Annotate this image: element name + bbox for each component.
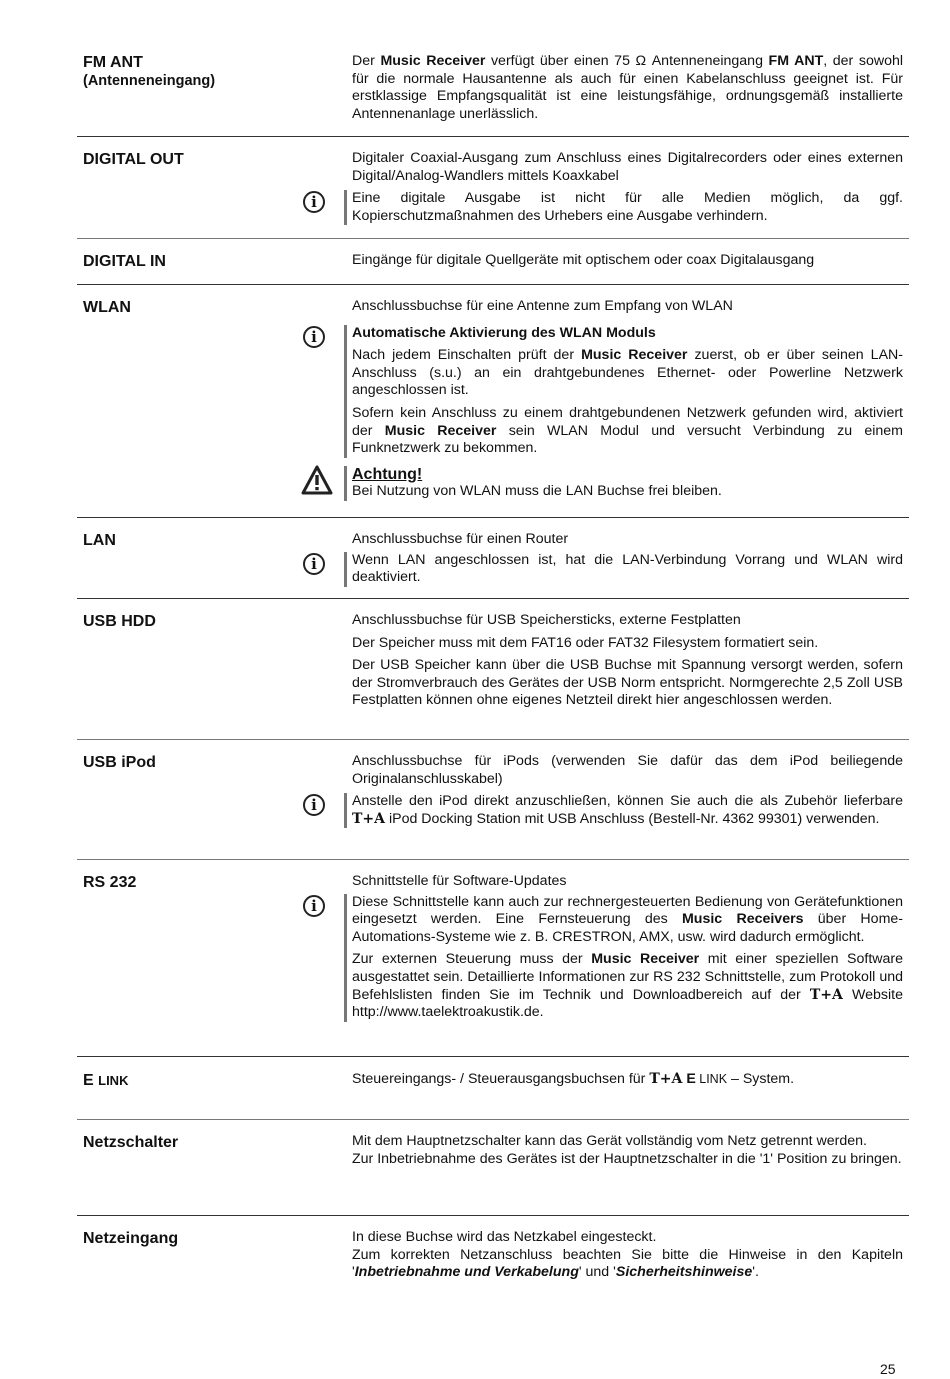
wlan-note: i Automatische Aktivierung des WLAN Moduls Nach jedem Einschalten prüft der Music Receiver zuerst, ob er über seinen LAN-Anschluss (s.u.) an ein drahtgebundenes Ethernet- oder Powerline Netzwerk angeschlossen ist. Sofern kein Anschluss zu einem drahtgebundenen Netzwerk gefunden wird, aktiviert der Music Receiver sein WLAN Modul und versucht Verbindung zu einem Funknetzwerk zu bekommen. bbox=[344, 325, 903, 458]
divider bbox=[77, 1119, 909, 1120]
term-usb-ipod: USB iPod bbox=[83, 754, 156, 771]
rs232-note: i Diese Schnittstelle kann auch zur rechnergesteuerten Bedienung von Gerätefunktionen eingesetzt werden. Eine Fernsteuerung des Music Receivers über Home-Automations-Systeme wie z. B. CRESTRON, AMX, usw. wird dadurch ermöglicht. Zur externen Steuerung muss der Music Receiver mit einer speziellen Software ausgestattet sein. Detaillierte Informationen zur RS 232 Schnittstelle, zum Protokoll und Befehlslisten finden Sie im Technik und Downloadbereich auf der T+A Website http://www.taelektroakustik.de. bbox=[344, 894, 903, 1022]
lan-note: i Wenn LAN angeschlossen ist, hat die LAN-Verbindung Vorrang und WLAN wird deaktiviert. bbox=[344, 552, 903, 587]
divider bbox=[77, 1215, 909, 1216]
divider bbox=[77, 859, 909, 860]
page-number: 25 bbox=[880, 1361, 896, 1377]
term-wlan: WLAN bbox=[83, 299, 131, 316]
term-usb-hdd: USB HDD bbox=[83, 613, 156, 630]
info-icon: i bbox=[303, 553, 325, 575]
divider bbox=[77, 238, 909, 239]
desc-usb-ipod: Anschlussbuchse für iPods (verwenden Sie dafür das dem iPod beiliegende Originalanschlusskabel) i Anstelle den iPod direkt anzuschließen, können Sie auch die als Zubehör lieferbare T+A iPod Docking Station mit USB Anschluss (Bestell-Nr. 4362 99301) verwenden. bbox=[352, 753, 903, 833]
digital-out-text: Digitaler Coaxial-Ausgang zum Anschluss eines Digitalrecorders oder eines externen Digital/Analog-Wandlers mittels Koaxkabel bbox=[352, 150, 903, 184]
term-digital-in: DIGITAL IN bbox=[83, 253, 166, 270]
divider bbox=[77, 1056, 909, 1057]
info-icon: i bbox=[303, 794, 325, 816]
term-fm-ant-sub: (Antenneneingang) bbox=[83, 73, 216, 89]
desc-wlan bbox=[311, 298, 904, 501]
digital-out-note: i Eine digitale Ausgabe ist nicht für alle Medien möglich, da ggf. Kopierschutzmaßnahmen des Urhebers eine Ausgabe verhindern. bbox=[344, 190, 903, 225]
desc-lan bbox=[311, 531, 903, 592]
desc-elink: Steuereingangs- / Steuerausgangsbuchsen für T+A E LINK – System. bbox=[352, 1071, 795, 1087]
wlan-text: Anschlussbuchse für eine Antenne zum Empfang von WLAN bbox=[352, 298, 733, 314]
divider bbox=[77, 136, 909, 137]
term-rs232: RS 232 bbox=[83, 874, 137, 891]
term-digital-out: DIGITAL OUT bbox=[83, 151, 184, 168]
info-icon: i bbox=[303, 191, 325, 213]
desc-rs232: Schnittstelle für Software-Updates i Diese Schnittstelle kann auch zur rechnergesteuerten Bedienung von Gerätefunktionen eingesetzt werden. Eine Fernsteuerung des Music Receivers über Home-Automations-Systeme wie z. B. CRESTRON, AMX, usw. wird dadurch ermöglicht. Zur externen Steuerung muss der Music Receiver mit einer speziellen Software ausgestattet sein. Detaillierte Informationen zur RS 232 Schnittstelle, zum Protokoll und Befehlslisten finden Sie im Technik und Downloadbereich auf der T+A Website http://www.taelektroakustik.de. bbox=[352, 873, 903, 1022]
term-fm-ant: FM ANT (Antenneneingang) bbox=[83, 54, 216, 89]
desc-netzeingang: In diese Buchse wird das Netzkabel eingesteckt. Zum korrekten Netzanschluss beachten Sie bitte die Hinweise in den Kapiteln 'Inbetriebnahme und Verkabelung' und 'Sicherheitshinweise'. bbox=[352, 1229, 903, 1281]
term-netzschalter: Netzschalter bbox=[83, 1134, 179, 1151]
desc-usb-hdd: Anschlussbuchse für USB Speichersticks, externe Festplatten Der Speicher muss mit dem FAT16 oder FAT32 Filesystem formatiert sein. Der USB Speicher kann über die USB Buchse mit Spannung versorgt werden, sofern der Stromverbrauch des Gerätes der USB Norm entspricht. Normgerechte 2,5 Zoll USB Festplatten können ohne eigenes Netzteil direkt hier angeschlossen werden. bbox=[352, 612, 903, 709]
desc-fm-ant bbox=[352, 53, 903, 128]
term-elink: E LINK bbox=[83, 1072, 129, 1089]
ta-logo: T+A bbox=[649, 1071, 683, 1087]
ta-logo: T+A bbox=[809, 986, 843, 1003]
divider bbox=[77, 284, 909, 285]
wlan-warning: Achtung! Bei Nutzung von WLAN muss die LAN Buchse frei bleiben. bbox=[344, 466, 903, 501]
ta-logo: T+A bbox=[352, 810, 386, 827]
divider bbox=[77, 517, 909, 518]
desc-digital-out bbox=[311, 150, 903, 230]
term-netzeingang: Netzeingang bbox=[83, 1230, 179, 1247]
warning-triangle-icon bbox=[301, 465, 333, 495]
term-lan: LAN bbox=[83, 532, 116, 549]
desc-digital-in bbox=[352, 252, 903, 275]
divider bbox=[77, 739, 909, 740]
desc-netzschalter: Mit dem Hauptnetzschalter kann das Gerät vollständig vom Netz getrennt werden. Zur Inbetriebnahme des Gerätes ist der Hauptnetzschalter in die '1' Position zu bringen. bbox=[352, 1133, 902, 1167]
lan-text: Anschlussbuchse für einen Router bbox=[352, 531, 569, 547]
info-icon: i bbox=[303, 326, 325, 348]
divider bbox=[77, 598, 909, 599]
digital-in-text: Eingänge für digitale Quellgeräte mit optischem oder coax Digitalausgang bbox=[352, 252, 815, 268]
usb-ipod-note: i Anstelle den iPod direkt anzuschließen, können Sie auch die als Zubehör lieferbare T+A iPod Docking Station mit USB Anschluss (Bestell-Nr. 4362 99301) verwenden. bbox=[344, 793, 903, 828]
info-icon: i bbox=[303, 895, 325, 917]
fm-ant-text: Der Music Receiver verfügt über einen 75 Ω Antenneneingang FM ANT, der sowohl für die normale Hausantenne als auch für einen Kabelanschluss geeignet ist. Für erstklassige Empfangsqualität ist eine leistungsfähige, ordnungsgemäß installierte Antennenanlage unerlässlich. bbox=[352, 53, 904, 122]
